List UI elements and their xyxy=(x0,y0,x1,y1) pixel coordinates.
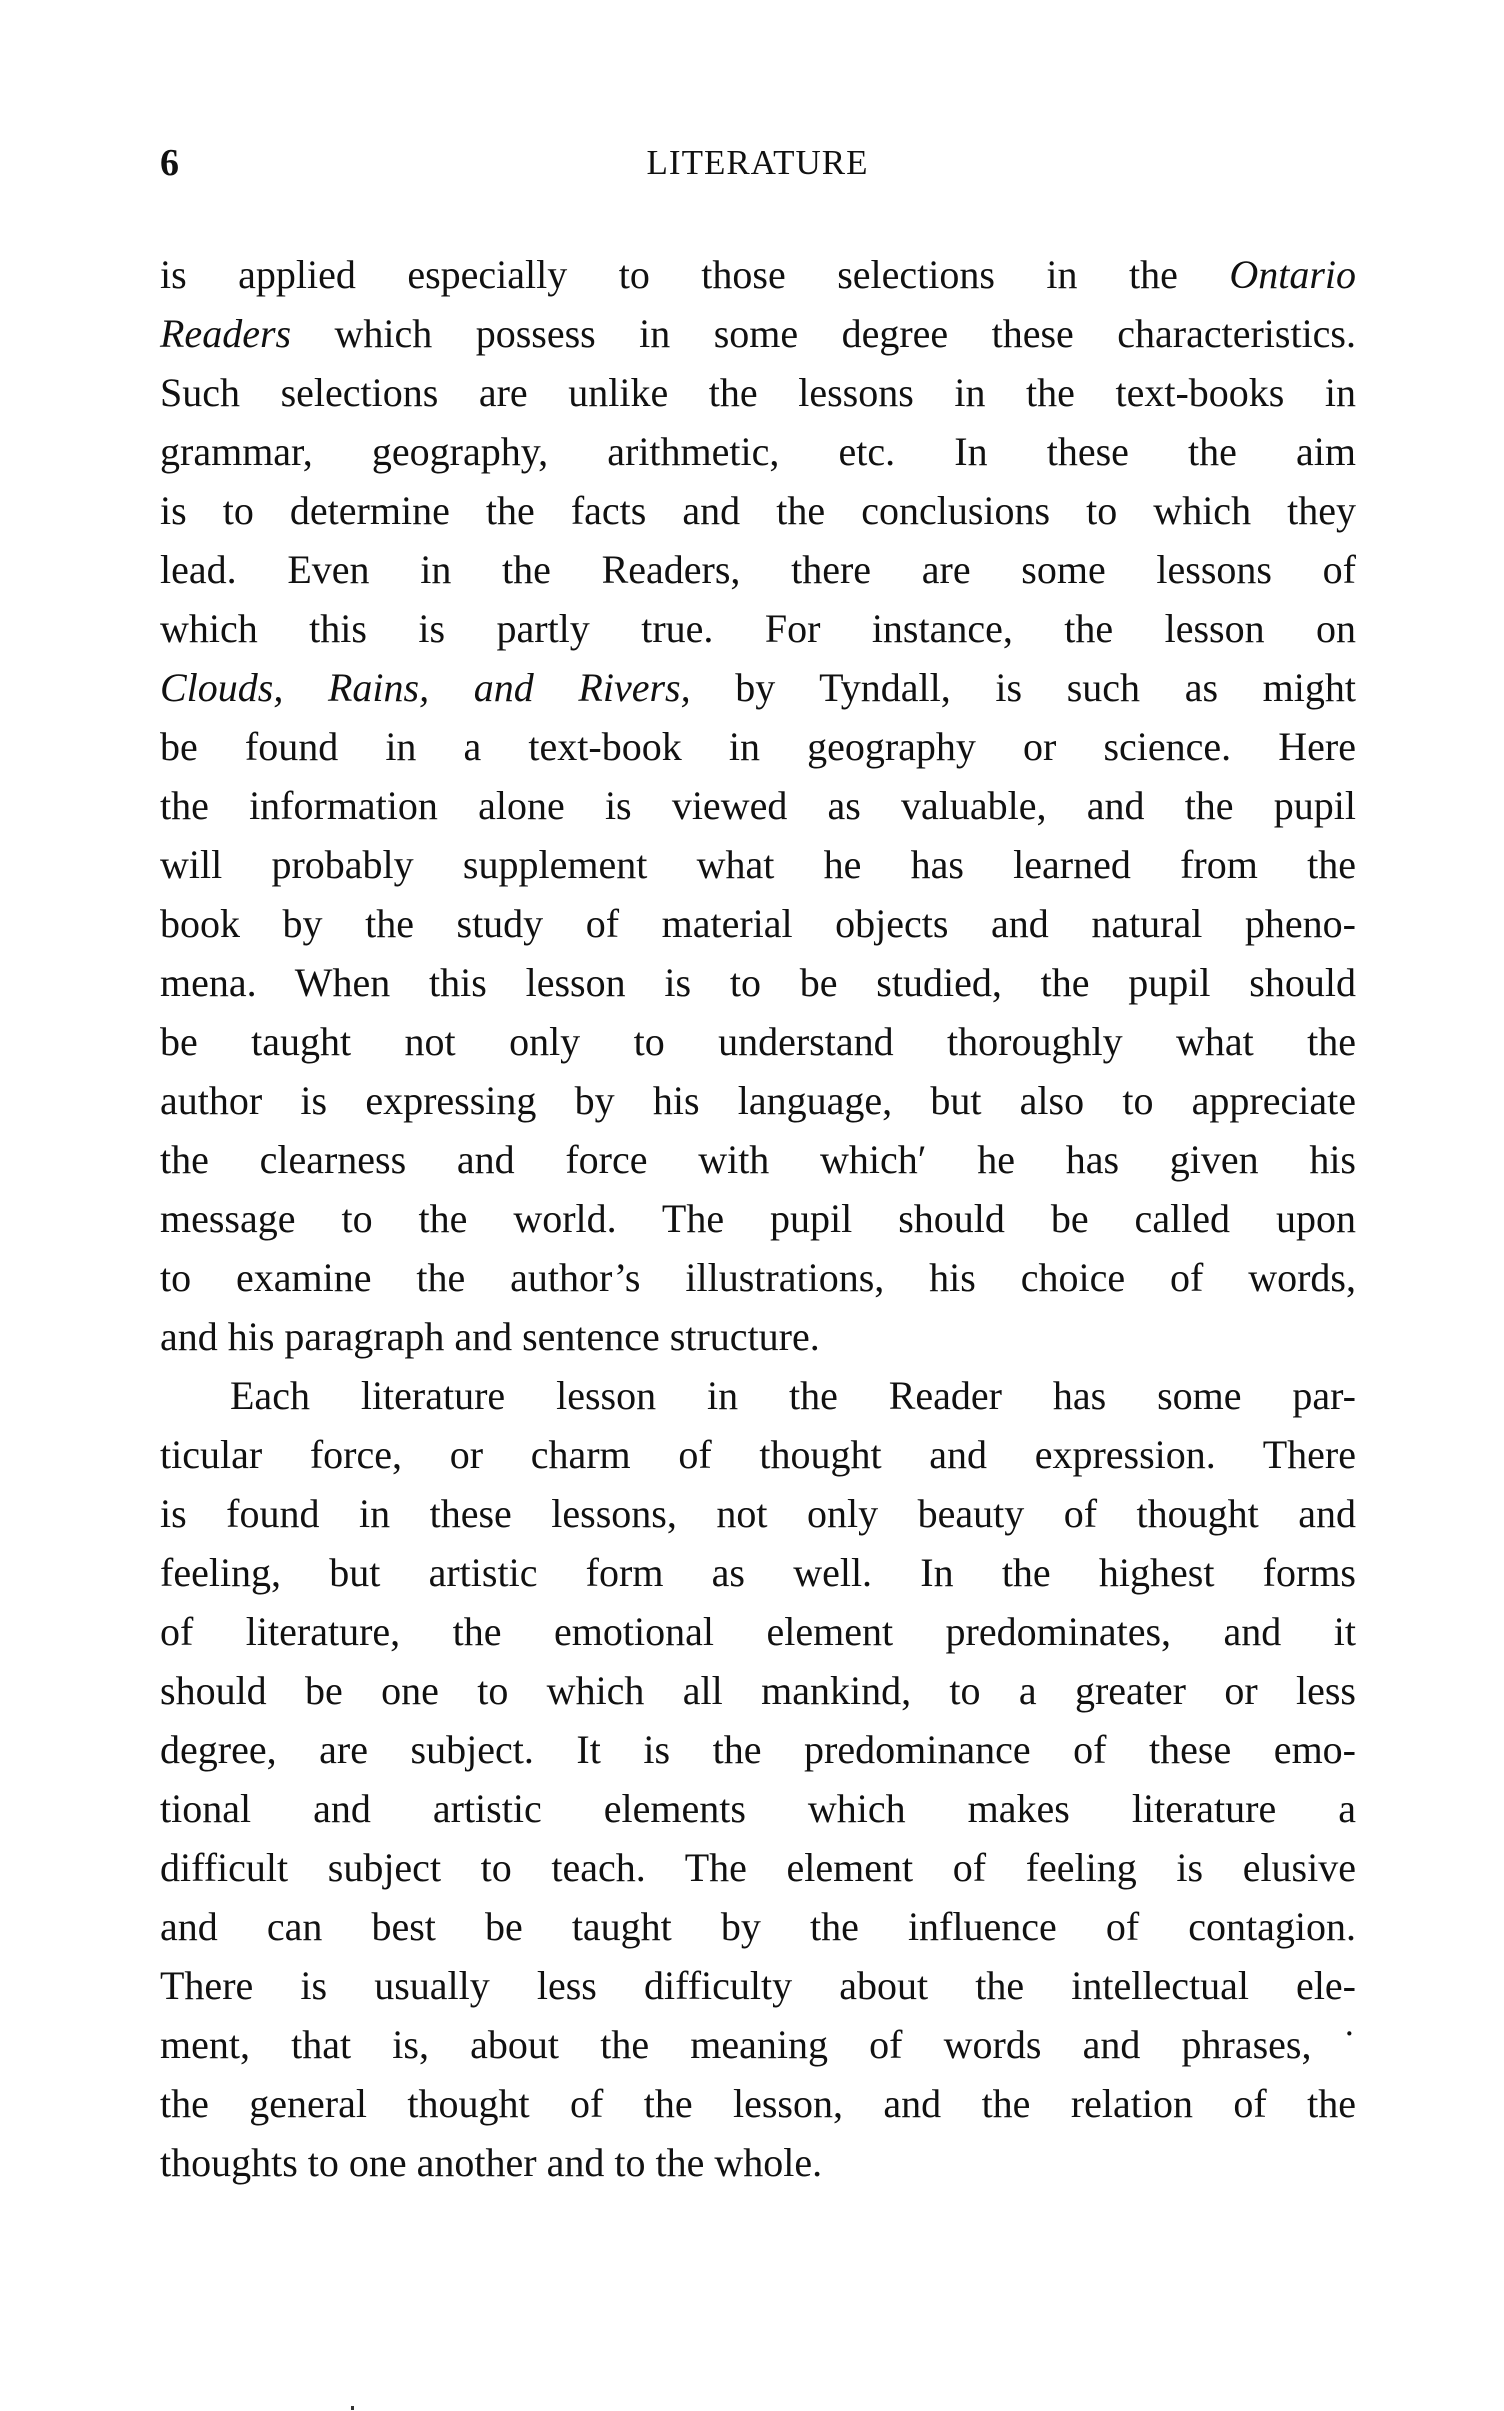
text-line xyxy=(160,599,1356,658)
text-segment: author is expressing by his language, but also to appreciate xyxy=(160,1078,1356,1123)
text-line xyxy=(160,304,1356,363)
text-segment: of literature, the emotional element predominates, and it xyxy=(160,1609,1356,1654)
text-segment: ment, that is, about the meaning of words and phrases,˙ xyxy=(160,2022,1356,2067)
text-line xyxy=(160,1838,1356,1897)
text-segment: book by the study of material objects and natural pheno- xyxy=(160,901,1356,946)
text-line xyxy=(160,717,1356,776)
text-line xyxy=(160,1602,1356,1661)
text-segment: which this is partly true. For instance, the lesson on xyxy=(160,606,1356,651)
text-line xyxy=(160,1956,1356,2015)
text-segment: the information alone is viewed as valuable, and the pupil xyxy=(160,783,1356,828)
text-line xyxy=(160,2015,1356,2074)
text-line xyxy=(160,1366,1356,1425)
text-line xyxy=(160,1720,1356,1779)
text-line xyxy=(160,1071,1356,1130)
text-segment: Each literature lesson in the Reader has some par- xyxy=(230,1373,1356,1418)
text-line xyxy=(160,540,1356,599)
text-segment: lead. Even in the Readers, there are some lessons of xyxy=(160,547,1356,592)
text-line xyxy=(160,953,1356,1012)
text-line xyxy=(160,1897,1356,1956)
text-segment: ticular force, or charm of thought and expression. There xyxy=(160,1432,1356,1477)
text-segment: difficult subject to teach. The element of feeling is elusive xyxy=(160,1845,1356,1890)
text-segment: to examine the author’s illustrations, his choice of words, xyxy=(160,1255,1356,1300)
text-line xyxy=(160,1248,1356,1307)
text-line xyxy=(160,835,1356,894)
text-segment: is applied especially to those selections in the xyxy=(160,252,1230,297)
paragraph xyxy=(160,245,1356,1366)
text-line xyxy=(160,245,1356,304)
paragraph xyxy=(160,1366,1356,2192)
text-segment: which possess in some degree these characteristics. xyxy=(291,311,1356,356)
text-segment: the general thought of the lesson, and the relation of the xyxy=(160,2081,1356,2126)
text-line xyxy=(160,1425,1356,1484)
text-line xyxy=(160,1661,1356,1720)
text-line xyxy=(160,658,1356,717)
text-segment: the clearness and force with whichʹ he has given his xyxy=(160,1137,1356,1182)
italic-title-text: Readers xyxy=(160,311,292,356)
text-segment: There is usually less difficulty about the intellectual ele- xyxy=(160,1963,1356,2008)
text-segment: be found in a text-book in geography or science. Here xyxy=(160,724,1356,769)
text-segment: feeling, but artistic form as well. In the highest forms xyxy=(160,1550,1356,1595)
text-segment: message to the world. The pupil should be called upon xyxy=(160,1196,1356,1241)
running-head xyxy=(160,138,1355,188)
text-line xyxy=(160,1012,1356,1071)
text-line xyxy=(160,363,1356,422)
text-segment: mena. When this lesson is to be studied, the pupil should xyxy=(160,960,1356,1005)
text-segment: grammar, geography, arithmetic, etc. In these the aim xyxy=(160,429,1356,474)
body-text xyxy=(160,245,1356,2192)
text-line xyxy=(160,776,1356,835)
text-line xyxy=(160,894,1356,953)
text-segment: tional and artistic elements which makes literature a xyxy=(160,1786,1356,1831)
text-line xyxy=(160,1189,1356,1248)
text-segment: Such selections are unlike the lessons in the text-books in xyxy=(160,370,1356,415)
text-line xyxy=(160,481,1356,540)
text-line xyxy=(160,422,1356,481)
text-segment: thoughts to one another and to the whole. xyxy=(160,2140,823,2185)
text-segment: and his paragraph and sentence structure. xyxy=(160,1314,820,1359)
text-segment: should be one to which all mankind, to a greater or less xyxy=(160,1668,1356,1713)
text-line xyxy=(160,2074,1356,2133)
page-number: 6 xyxy=(160,142,179,184)
italic-title-text: Clouds, Rains, and Rivers, xyxy=(160,665,691,710)
text-segment: is to determine the facts and the conclusions to which they xyxy=(160,488,1356,533)
print-speck xyxy=(351,2406,354,2410)
text-line xyxy=(160,1543,1356,1602)
text-segment: be taught not only to understand thoroughly what the xyxy=(160,1019,1356,1064)
text-segment: and can best be taught by the influence of contagion. xyxy=(160,1904,1356,1949)
text-line xyxy=(160,1130,1356,1189)
text-segment: will probably supplement what he has learned from the xyxy=(160,842,1356,887)
text-segment: is found in these lessons, not only beauty of thought and xyxy=(160,1491,1356,1536)
text-line xyxy=(160,1779,1356,1838)
text-line xyxy=(160,1484,1356,1543)
running-title: LITERATURE xyxy=(646,143,869,182)
text-segment: by Tyndall, is such as might xyxy=(690,665,1356,710)
text-segment: degree, are subject. It is the predominance of these emo- xyxy=(160,1727,1356,1772)
italic-title-text: Ontario xyxy=(1229,252,1356,297)
text-line xyxy=(160,1307,1356,1366)
text-line xyxy=(160,2133,1356,2192)
